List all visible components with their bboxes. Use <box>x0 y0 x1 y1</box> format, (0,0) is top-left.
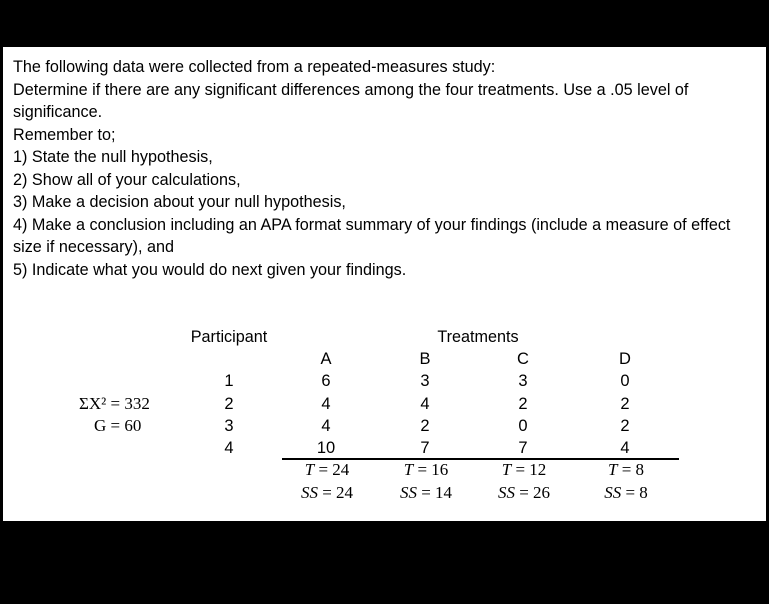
problem-line: 1) State the null hypothesis, <box>13 148 213 166</box>
t-total-d: T = 8 <box>607 460 645 479</box>
score-cell: 0 <box>620 372 630 390</box>
problem-line: 2) Show all of your calculations, <box>13 170 241 189</box>
score-cell: 10 <box>316 439 336 457</box>
problem-text <box>13 56 753 281</box>
participant-number: 1 <box>224 372 234 390</box>
problem-card <box>3 47 766 521</box>
score-cell: 7 <box>518 439 528 457</box>
treatment-c-header: C <box>517 350 529 368</box>
treatment-a-header: A <box>320 350 332 368</box>
score-cell: 2 <box>620 395 630 413</box>
problem-line: The following data were collected from a repeated-measures study: <box>13 58 496 76</box>
score-cell: 6 <box>321 372 331 390</box>
ss-a: SS = 24 <box>300 483 354 502</box>
score-cell: 4 <box>420 395 430 413</box>
score-cell: 2 <box>518 395 528 413</box>
participant-number: 4 <box>224 439 234 457</box>
ss-d: SS = 8 <box>604 483 648 502</box>
problem-line: 5) Indicate what you would do next given your findings. <box>13 260 407 279</box>
problem-line: 4) Make a conclusion including an APA format summary of your findings (include a measure of effect size if necessary), and <box>13 215 731 256</box>
ss-c: SS = 26 <box>497 483 551 502</box>
participant-header: Participant <box>190 328 268 346</box>
score-cell: 7 <box>420 439 430 457</box>
ss-b: SS = 14 <box>399 483 453 502</box>
t-total-a: T = 24 <box>304 460 350 479</box>
score-cell: 3 <box>518 372 528 390</box>
problem-line: Remember to; <box>13 125 116 144</box>
score-cell: 2 <box>420 417 430 435</box>
treatment-d-header: D <box>619 350 631 368</box>
t-total-b: T = 16 <box>403 460 449 479</box>
score-cell: 4 <box>321 395 331 413</box>
participant-number: 2 <box>224 395 234 413</box>
score-cell: 3 <box>420 372 430 390</box>
problem-line: Determine if there are any significant differences among the four treatments. Use a .05 level of significance. <box>13 80 689 121</box>
score-cell: 4 <box>620 439 630 457</box>
score-cell: 4 <box>321 417 331 435</box>
score-cell: 2 <box>620 417 630 435</box>
grand-total: G = 60 <box>94 416 142 435</box>
sum-x-squared: ΣX² = 332 <box>79 394 150 413</box>
treatment-b-header: B <box>419 350 431 368</box>
t-total-c: T = 12 <box>501 460 547 479</box>
problem-line: 3) Make a decision about your null hypothesis, <box>13 193 346 211</box>
participant-number: 3 <box>224 417 234 435</box>
treatments-header: Treatments <box>437 328 519 346</box>
score-cell: 0 <box>518 417 528 435</box>
